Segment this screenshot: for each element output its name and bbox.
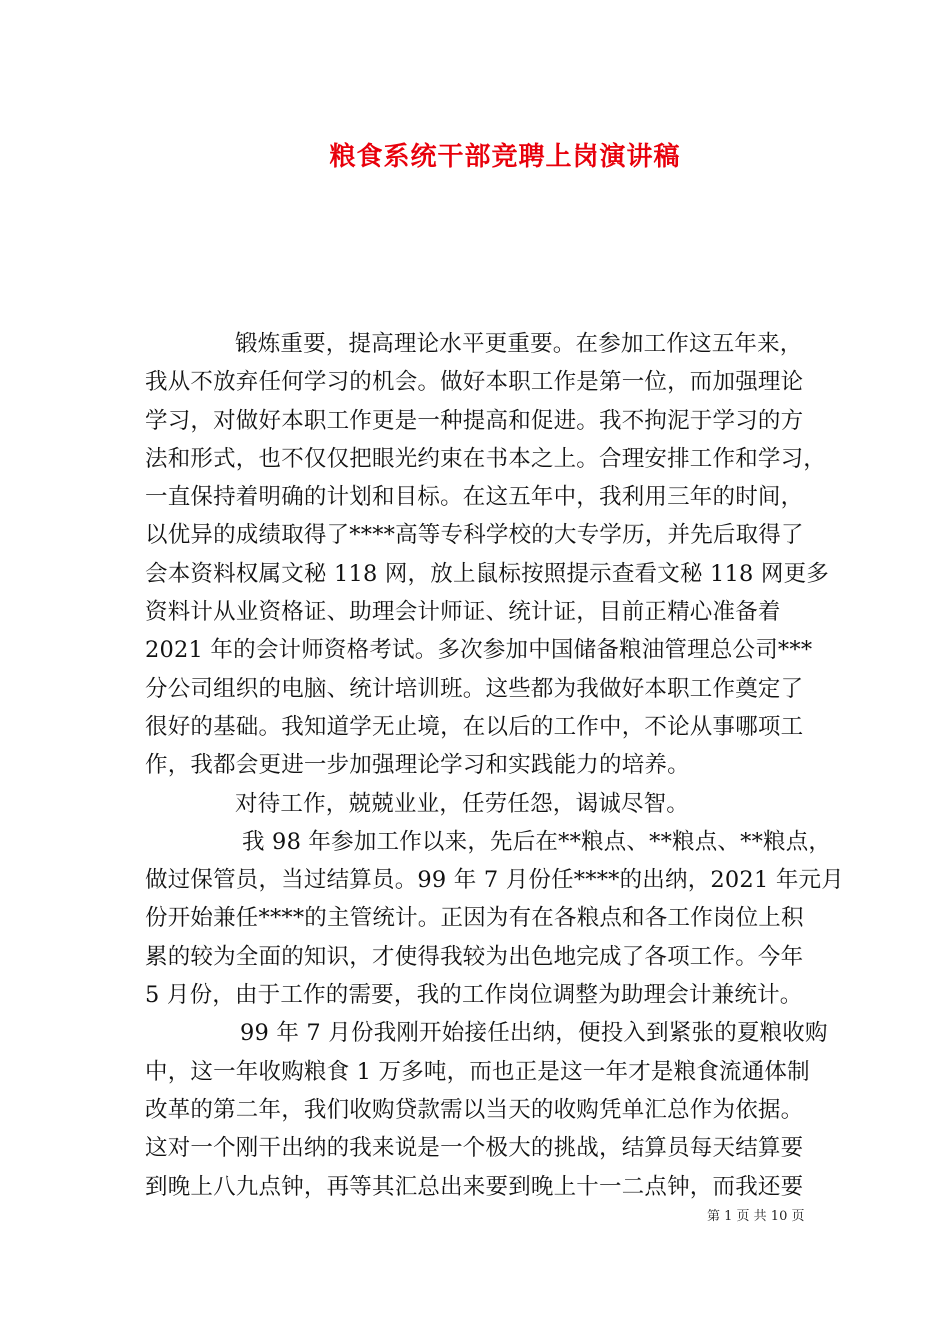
- paragraph-line: 这对一个刚干出纳的我来说是一个极大的挑战，结算员每天结算要: [145, 1135, 804, 1162]
- paragraph-line: 中，这一年收购粮食 1 万多吨，而也正是这一年才是粮食流通体制: [145, 1058, 810, 1085]
- paragraph-line: 对待工作，兢兢业业，任劳任怨，谒诚尽智。: [235, 790, 690, 817]
- paragraph-line: 到晚上八九点钟，再等其汇总出来要到晚上十一二点钟，而我还要: [145, 1173, 804, 1200]
- paragraph-line: 改革的第二年，我们收购贷款需以当天的收购凭单汇总作为依据。: [145, 1096, 804, 1123]
- paragraph-line: 一直保持着明确的计划和目标。在这五年中，我利用三年的时间，: [145, 484, 804, 511]
- paragraph-line: 份开始兼任****的主管统计。正因为有在各粮点和各工作岗位上积: [145, 905, 804, 932]
- paragraph-line: 会本资料权属文秘 118 网，放上鼠标按照提示查看文秘 118 网更多: [145, 560, 830, 587]
- paragraph-line: 法和形式，也不仅仅把眼光约束在书本之上。合理安排工作和学习，: [145, 445, 827, 472]
- paragraph-line: 2021 年的会计师资格考试。多次参加中国储备粮油管理总公司***: [145, 637, 813, 664]
- paragraph-line: 分公司组织的电脑、统计培训班。这些都为我做好本职工作奠定了: [145, 675, 804, 702]
- paragraph-line: 做过保管员，当过结算员。99 年 7 月份任****的出纳，2021 年元月: [145, 867, 844, 894]
- document-body: [145, 325, 844, 1206]
- paragraph-line: 以优异的成绩取得了****高等专科学校的大专学历，并先后取得了: [145, 522, 804, 549]
- paragraph-line: 99 年 7 月份我刚开始接任出纳，便投入到紧张的夏粮收购: [240, 1020, 828, 1047]
- paragraph-line: 我 98 年参加工作以来，先后在**粮点、**粮点、**粮点，: [242, 828, 832, 855]
- paragraph-line: 作，我都会更进一步加强理论学习和实践能力的培养。: [145, 752, 690, 779]
- page-number: 第 1 页 共 10 页: [707, 1209, 805, 1224]
- paragraph-line: 资料计从业资格证、助理会计师证、统计证，目前正精心准备着: [145, 599, 781, 626]
- paragraph-line: 很好的基础。我知道学无止境，在以后的工作中，不论从事哪项工: [145, 713, 804, 740]
- paragraph-line: 我从不放弃任何学习的机会。做好本职工作是第一位，而加强理论: [145, 369, 804, 396]
- paragraph-line: 学习，对做好本职工作更是一种提高和促进。我不拘泥于学习的方: [145, 407, 804, 434]
- document-title: 粮食系统干部竞聘上岗演讲稿: [329, 142, 681, 172]
- paragraph-line: 5 月份，由于工作的需要，我的工作岗位调整为助理会计兼统计。: [145, 982, 803, 1009]
- paragraph-line: 累的较为全面的知识，才使得我较为出色地完成了各项工作。今年: [145, 943, 804, 970]
- paragraph-line: 锻炼重要，提高理论水平更重要。在参加工作这五年来，: [235, 331, 803, 357]
